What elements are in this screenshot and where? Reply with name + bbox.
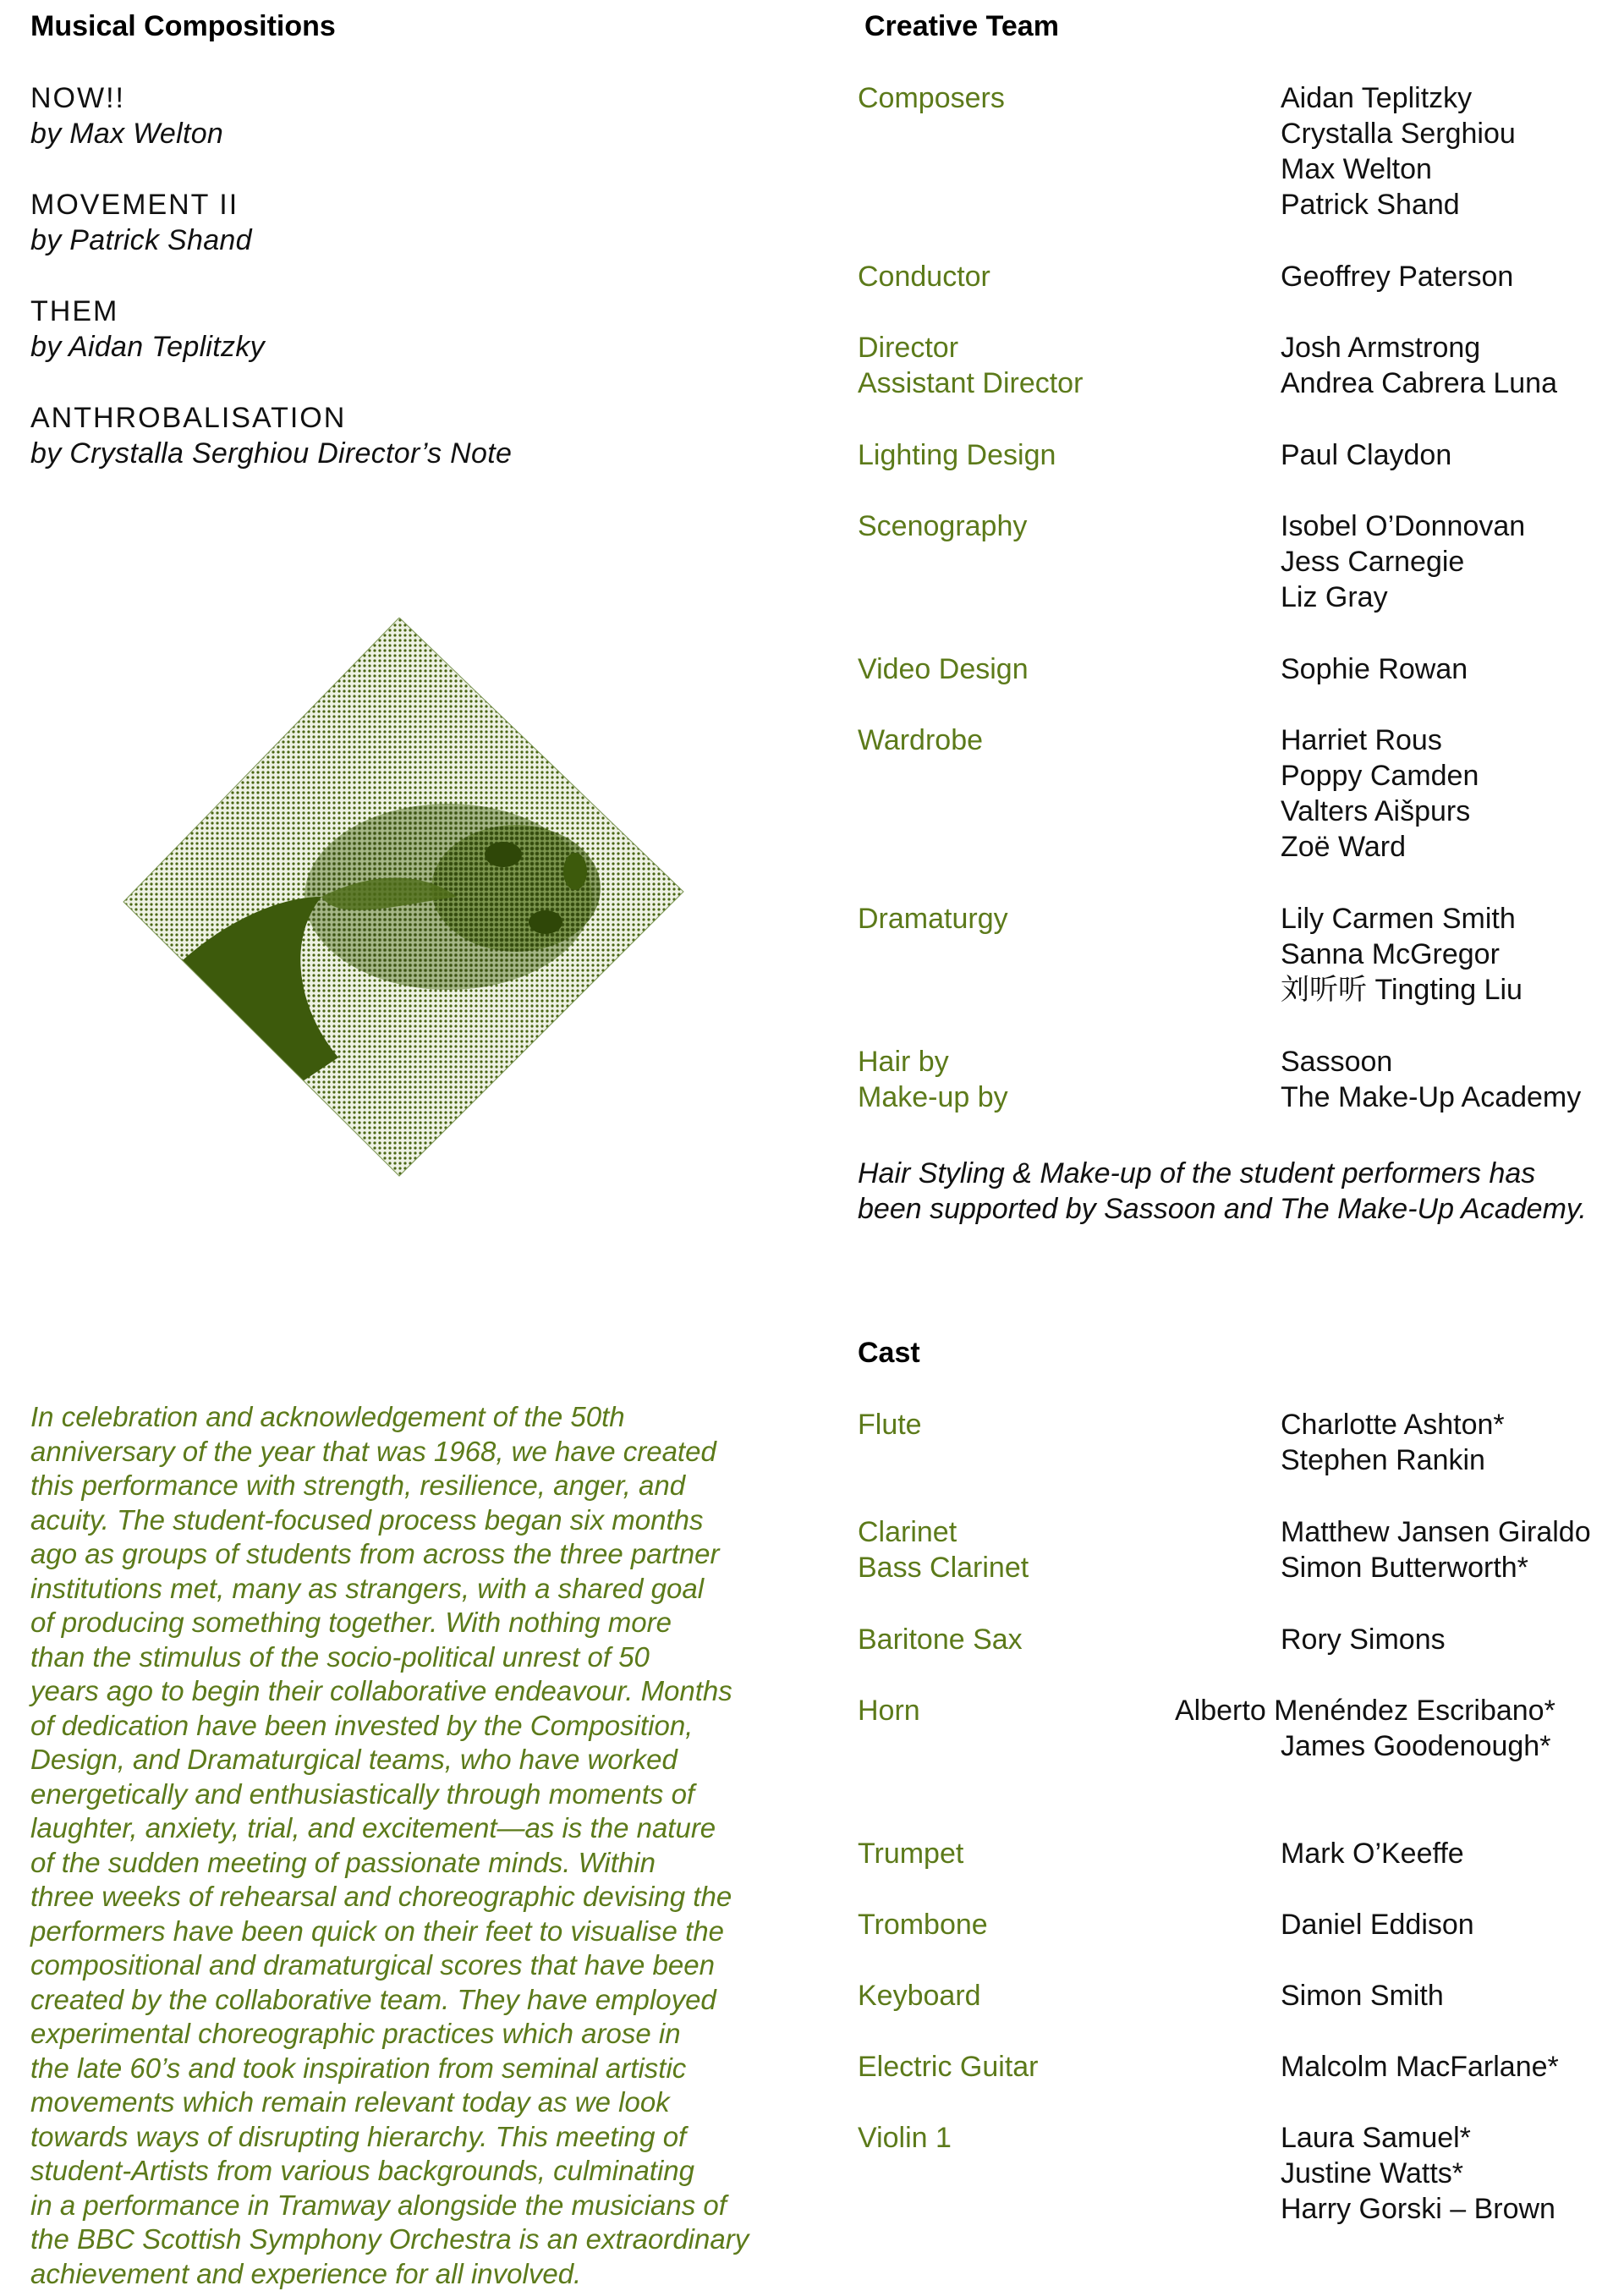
hair-makeup-note: [858, 1156, 1587, 1227]
cast-name: Laura Samuel*: [1281, 2120, 1555, 2156]
composition-title: NOW!!: [30, 80, 223, 116]
credit-role-line: Assistant Director: [858, 365, 1083, 401]
cast-names: [1281, 1514, 1591, 1585]
cast-names: [1281, 1407, 1505, 1478]
composition-title: THEM: [30, 294, 265, 329]
credit-name: Poppy Camden: [1281, 758, 1479, 794]
composition-title: MOVEMENT II: [30, 187, 252, 223]
creative-team-heading: Creative Team: [864, 8, 1059, 44]
hair-note-line: Hair Styling & Make-up of the student performers has: [858, 1156, 1587, 1191]
note-line: compositional and dramaturgical scores that have been: [30, 1948, 775, 1983]
composition-title: ANTHROBALISATION: [30, 400, 512, 436]
credit-names: [1281, 508, 1525, 615]
credit-name: Jess Carnegie: [1281, 544, 1525, 580]
composition-item: [30, 400, 512, 471]
composition-item: [30, 187, 252, 258]
note-line: In celebration and acknowledgement of the 50th: [30, 1400, 775, 1435]
credit-name: Aidan Teplitzky: [1281, 80, 1516, 116]
credit-names: [1281, 651, 1468, 687]
halftone-portrait-image: [118, 618, 694, 1184]
note-line: Design, and Dramaturgical teams, who have worked: [30, 1743, 775, 1777]
credit-name: 刘听听 Tingting Liu: [1281, 972, 1522, 1008]
note-line: movements which remain relevant today as we look: [30, 2085, 775, 2120]
cast-role: Electric Guitar: [858, 2049, 1039, 2085]
cast-name: Mark O’Keeffe: [1281, 1836, 1464, 1871]
note-line: three weeks of rehearsal and choreographic devising the: [30, 1880, 775, 1915]
credit-name: Max Welton: [1281, 151, 1516, 187]
note-line: of the sudden meeting of passionate minds. Within: [30, 1846, 775, 1881]
credit-names: [1281, 901, 1522, 1008]
credit-name: Zoë Ward: [1281, 829, 1479, 865]
cast-role: Keyboard: [858, 1978, 981, 2014]
directors-note-paragraph: [30, 1400, 775, 2291]
note-line: ago as groups of students from across the three partner: [30, 1537, 775, 1572]
composition-byline: by Max Welton: [30, 116, 223, 151]
credit-names: [1281, 437, 1451, 473]
note-line: of producing something together. With nothing more: [30, 1606, 775, 1640]
credit-name: Sassoon: [1281, 1044, 1581, 1080]
cast-role: Horn: [858, 1693, 920, 1728]
credit-name: Josh Armstrong: [1281, 330, 1557, 365]
note-line: in a performance in Tramway alongside the musicians of: [30, 2189, 775, 2223]
credit-name: Geoffrey Paterson: [1281, 259, 1513, 294]
composition-item: [30, 80, 223, 151]
note-line: the late 60’s and took inspiration from seminal artistic: [30, 2052, 775, 2086]
composition-byline: by Patrick Shand: [30, 223, 252, 258]
cast-names: [1281, 1978, 1444, 2014]
cast-name: Rory Simons: [1281, 1622, 1446, 1657]
credit-role: Wardrobe: [858, 722, 983, 758]
cast-names: [1281, 2120, 1555, 2227]
note-line: than the stimulus of the socio-political unrest of 50: [30, 1640, 775, 1675]
credit-names: [1281, 259, 1513, 294]
credit-name: Sanna McGregor: [1281, 937, 1522, 972]
credit-name: The Make-Up Academy: [1281, 1080, 1581, 1115]
cast-names: [1281, 1622, 1446, 1657]
note-line: this performance with strength, resilience, anger, and: [30, 1469, 775, 1503]
cast-name: Matthew Jansen Giraldo: [1281, 1514, 1591, 1550]
credit-name: Crystalla Serghiou: [1281, 116, 1516, 151]
cast-role-line: Clarinet: [858, 1514, 1029, 1550]
note-line: of dedication have been invested by the Composition,: [30, 1709, 775, 1744]
cast-name: Charlotte Ashton*: [1281, 1407, 1505, 1442]
cast-name: Harry Gorski – Brown: [1281, 2191, 1555, 2227]
cast-name: Justine Watts*: [1281, 2156, 1555, 2191]
cast-name: Stephen Rankin: [1281, 1442, 1505, 1478]
cast-role: Violin 1: [858, 2120, 952, 2156]
note-line: energetically and enthusiastically through moments of: [30, 1777, 775, 1812]
hair-note-line: been supported by Sassoon and The Make-Up Academy.: [858, 1191, 1587, 1227]
credit-role-line: Hair by: [858, 1044, 1008, 1080]
note-line: anniversary of the year that was 1968, we have created: [30, 1435, 775, 1470]
credit-role: [858, 330, 1083, 401]
credit-role: Composers: [858, 80, 1005, 116]
credit-name: Lily Carmen Smith: [1281, 901, 1522, 937]
composition-byline: by Crystalla Serghiou Director’s Note: [30, 436, 512, 471]
note-line: acuity. The student-focused process began six months: [30, 1503, 775, 1538]
note-line: towards ways of disrupting hierarchy. This meeting of: [30, 2120, 775, 2155]
credit-role: Lighting Design: [858, 437, 1056, 473]
note-line: the BBC Scottish Symphony Orchestra is an extraordinary: [30, 2222, 775, 2257]
credit-role: Dramaturgy: [858, 901, 1008, 937]
cast-names: [1281, 1693, 1555, 1764]
credit-name: Andrea Cabrera Luna: [1281, 365, 1557, 401]
note-line: achievement and experience for all involved.: [30, 2257, 775, 2291]
credit-name: Paul Claydon: [1281, 437, 1451, 473]
credit-name: Patrick Shand: [1281, 187, 1516, 223]
cast-role: Trumpet: [858, 1836, 963, 1871]
cast-name: Alberto Menéndez Escribano*: [1175, 1693, 1555, 1728]
cast-name: Simon Butterworth*: [1281, 1550, 1591, 1585]
note-line: laughter, anxiety, trial, and excitement—as is the nature: [30, 1811, 775, 1846]
note-line: created by the collaborative team. They have employed: [30, 1983, 775, 2018]
composition-item: [30, 294, 265, 365]
cast-role: [858, 1514, 1029, 1585]
credit-names: [1281, 330, 1557, 401]
credit-name: Sophie Rowan: [1281, 651, 1468, 687]
cast-role: Flute: [858, 1407, 922, 1442]
note-line: institutions met, many as strangers, with a shared goal: [30, 1572, 775, 1607]
credit-name: Liz Gray: [1281, 580, 1525, 615]
cast-name: Simon Smith: [1281, 1978, 1444, 2014]
credit-name: Isobel O’Donnovan: [1281, 508, 1525, 544]
cast-role: Baritone Sax: [858, 1622, 1023, 1657]
cast-role-line: Bass Clarinet: [858, 1550, 1029, 1585]
credit-role: Video Design: [858, 651, 1029, 687]
cast-names: [1281, 1907, 1474, 1942]
credit-role: Conductor: [858, 259, 990, 294]
credit-names: [1281, 80, 1516, 223]
note-line: student-Artists from various backgrounds, culminating: [30, 2154, 775, 2189]
credit-name: Harriet Rous: [1281, 722, 1479, 758]
credit-role: Scenography: [858, 508, 1027, 544]
credit-role-line: Make-up by: [858, 1080, 1008, 1115]
note-line: experimental choreographic practices which arose in: [30, 2017, 775, 2052]
credit-name: Valters Aišpurs: [1281, 794, 1479, 829]
cast-names: [1281, 1836, 1464, 1871]
cast-names: [1281, 2049, 1559, 2085]
cast-role: Trombone: [858, 1907, 988, 1942]
credit-role: [858, 1044, 1008, 1115]
note-line: years ago to begin their collaborative endeavour. Months: [30, 1674, 775, 1709]
composition-byline: by Aidan Teplitzky: [30, 329, 265, 365]
cast-name: Malcolm MacFarlane*: [1281, 2049, 1559, 2085]
credit-names: [1281, 1044, 1581, 1115]
note-line: performers have been quick on their feet to visualise the: [30, 1915, 775, 1949]
cast-name: Daniel Eddison: [1281, 1907, 1474, 1942]
credit-names: [1281, 722, 1479, 865]
cast-heading: Cast: [858, 1335, 920, 1371]
cast-name: James Goodenough*: [1281, 1728, 1555, 1764]
compositions-heading: Musical Compositions: [30, 8, 336, 44]
credit-role-line: Director: [858, 330, 1083, 365]
